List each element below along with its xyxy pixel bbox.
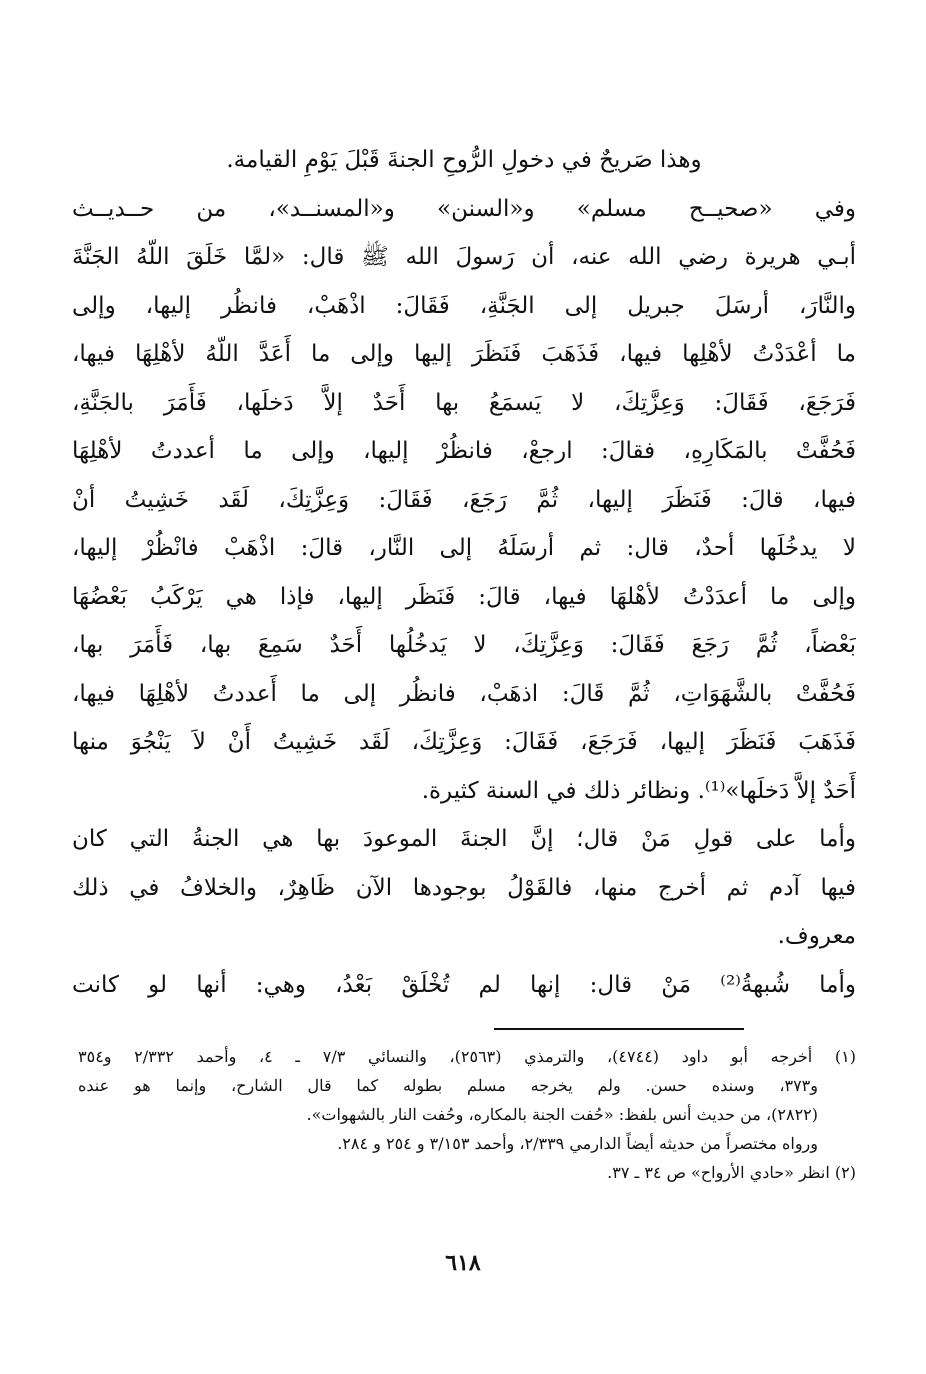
text-line-1: وهذا صَريحٌ في دخولِ الرُّوحِ الجنةَ قَبْلَ يَوْمِ القيامة. [226, 147, 702, 173]
text-line-7: فَحُفَّتْ بالمَكَارِهِ، فقالَ: ارجعْ، فانظُرْ إليها، وإلى ما أعددتُ لأهْلِهَا [72, 438, 856, 464]
page-number: ٦١٨ [445, 1250, 481, 1276]
footnote-line-1: (١) أخرجه أبو داود (٤٧٤٤)، والترمذي (٢٥٦٣)، والنسائي ٧/٣ ـ ٤، وأحمد ٢/٣٣٢ و٣٥٤ [78, 1047, 856, 1066]
main-text [72, 136, 856, 1009]
text-line-13: فَذَهَبَ فَنَظَرَ إليها، فَرَجَعَ، فَقَالَ: وَعِزَّتِكَ، لَقَد خَشِيتُ أَنْ لاَ يَنْجُوَ منها [72, 729, 856, 755]
text-line-6: فَرَجَعَ، فَقَالَ: وَعِزَّتِكَ، لا يَسمَعُ بها أَحَدٌ إلاَّ دَخلَها، فَأَمَرَ بالجَنَّةِ، [72, 389, 856, 416]
footnote-line-3: (٢٨٢٢)، من حديث أنس بلفظ: «حُفت الجنة بالمكاره، وحُفت النار بالشهوات». [306, 1105, 818, 1124]
text-line-2: وفي «صحيــح مسلم» و«السنن» و«المسنــد»، من حــديــث [72, 195, 856, 222]
text-line-5: ما أعْدَدْتُ لأهْلِها فيها، فَذَهَبَ فَنَظَرَ إليها وإلى ما أَعَدَّ اللّهُ لأهْلِهَا فيها، [72, 341, 856, 367]
text-line-18: وأما شُبهةُ⁽²⁾ مَنْ قال: إنها لم تُخْلَقْ بَعْدُ، وهي: أنها لو كانت [72, 971, 856, 998]
text-line-9: لا يدخُلَها أحدٌ، قال: ثم أرسَلَهُ إلى النَّار، قالَ: اذْهَبْ فانْظُرْ إليها، [72, 535, 856, 561]
text-line-10: وإلى ما أعدَدْتُ لأهْلهَا فيها، قالَ: فَنَظَر إليها، فإذا هي يَرْكَبُ بَعْضُهَا [72, 583, 856, 610]
text-line-8: فيها، قالَ: فَنَظَرَ إليها، ثُمَّ رَجَعَ، فَقَالَ: وَعِزَّتِكَ، لَقَد خَشِيتُ أنْ [72, 486, 856, 513]
text-line-17: معروف. [777, 923, 856, 949]
text-line-15: وأما على قولِ مَنْ قال؛ إنَّ الجنةَ الموعودَ بها هي الجنةُ التي كان [72, 826, 856, 852]
footnotes [78, 1042, 856, 1187]
text-line-12: فَحُفَّتْ بالشَّهَوَاتِ، ثُمَّ قَالَ: اذهَبْ، فانظُر إلى ما أَعددتُ لأهْلِهَا فيها، [72, 680, 856, 707]
text-line-4: والنَّارَ، أرسَلَ جبريل إلى الجَنَّةِ، فَقَالَ: اذْهَبْ، فانظُر إليها، وإلى [72, 292, 856, 319]
text-line-11: بَعْضاً، ثُمَّ رَجَعَ فَقَالَ: وَعِزَّتِكَ، لا يَدخُلُها أَحَدٌ سَمِعَ بها، فَأَمَرَ بها، [72, 632, 856, 658]
footnote-line-5: (٢) انظر «حادي الأرواح» ص ٣٤ ـ ٣٧. [607, 1163, 856, 1182]
footnote-separator [494, 1028, 744, 1030]
footnote-line-2: و٣٧٣، وسنده حسن. ولم يخرجه مسلم بطوله كما قال الشارح، وإنما هو عنده [78, 1076, 818, 1095]
footnote-line-4: ورواه مختصراً من حديثه أيضاً الدارمي ٢/٣٣٩، وأحمد ٣/١٥٣ و ٢٥٤ و ٢٨٤. [337, 1134, 818, 1153]
text-line-14: أَحَدٌ إلاَّ دَخلَها»⁽¹⁾. ونظائر ذلك في السنة كثيرة. [421, 777, 856, 804]
text-line-16: فيها آدم ثم أخرج منها، فالقَوْلُ بوجودها الآن ظَاهِرٌ، والخلافُ في ذلك [72, 874, 856, 901]
text-line-3: أبـي هريرة رضي الله عنه، أن رَسولَ الله ﷺ قال: «لمَّا خَلَقَ اللّهُ الجَنَّةَ [72, 244, 856, 270]
